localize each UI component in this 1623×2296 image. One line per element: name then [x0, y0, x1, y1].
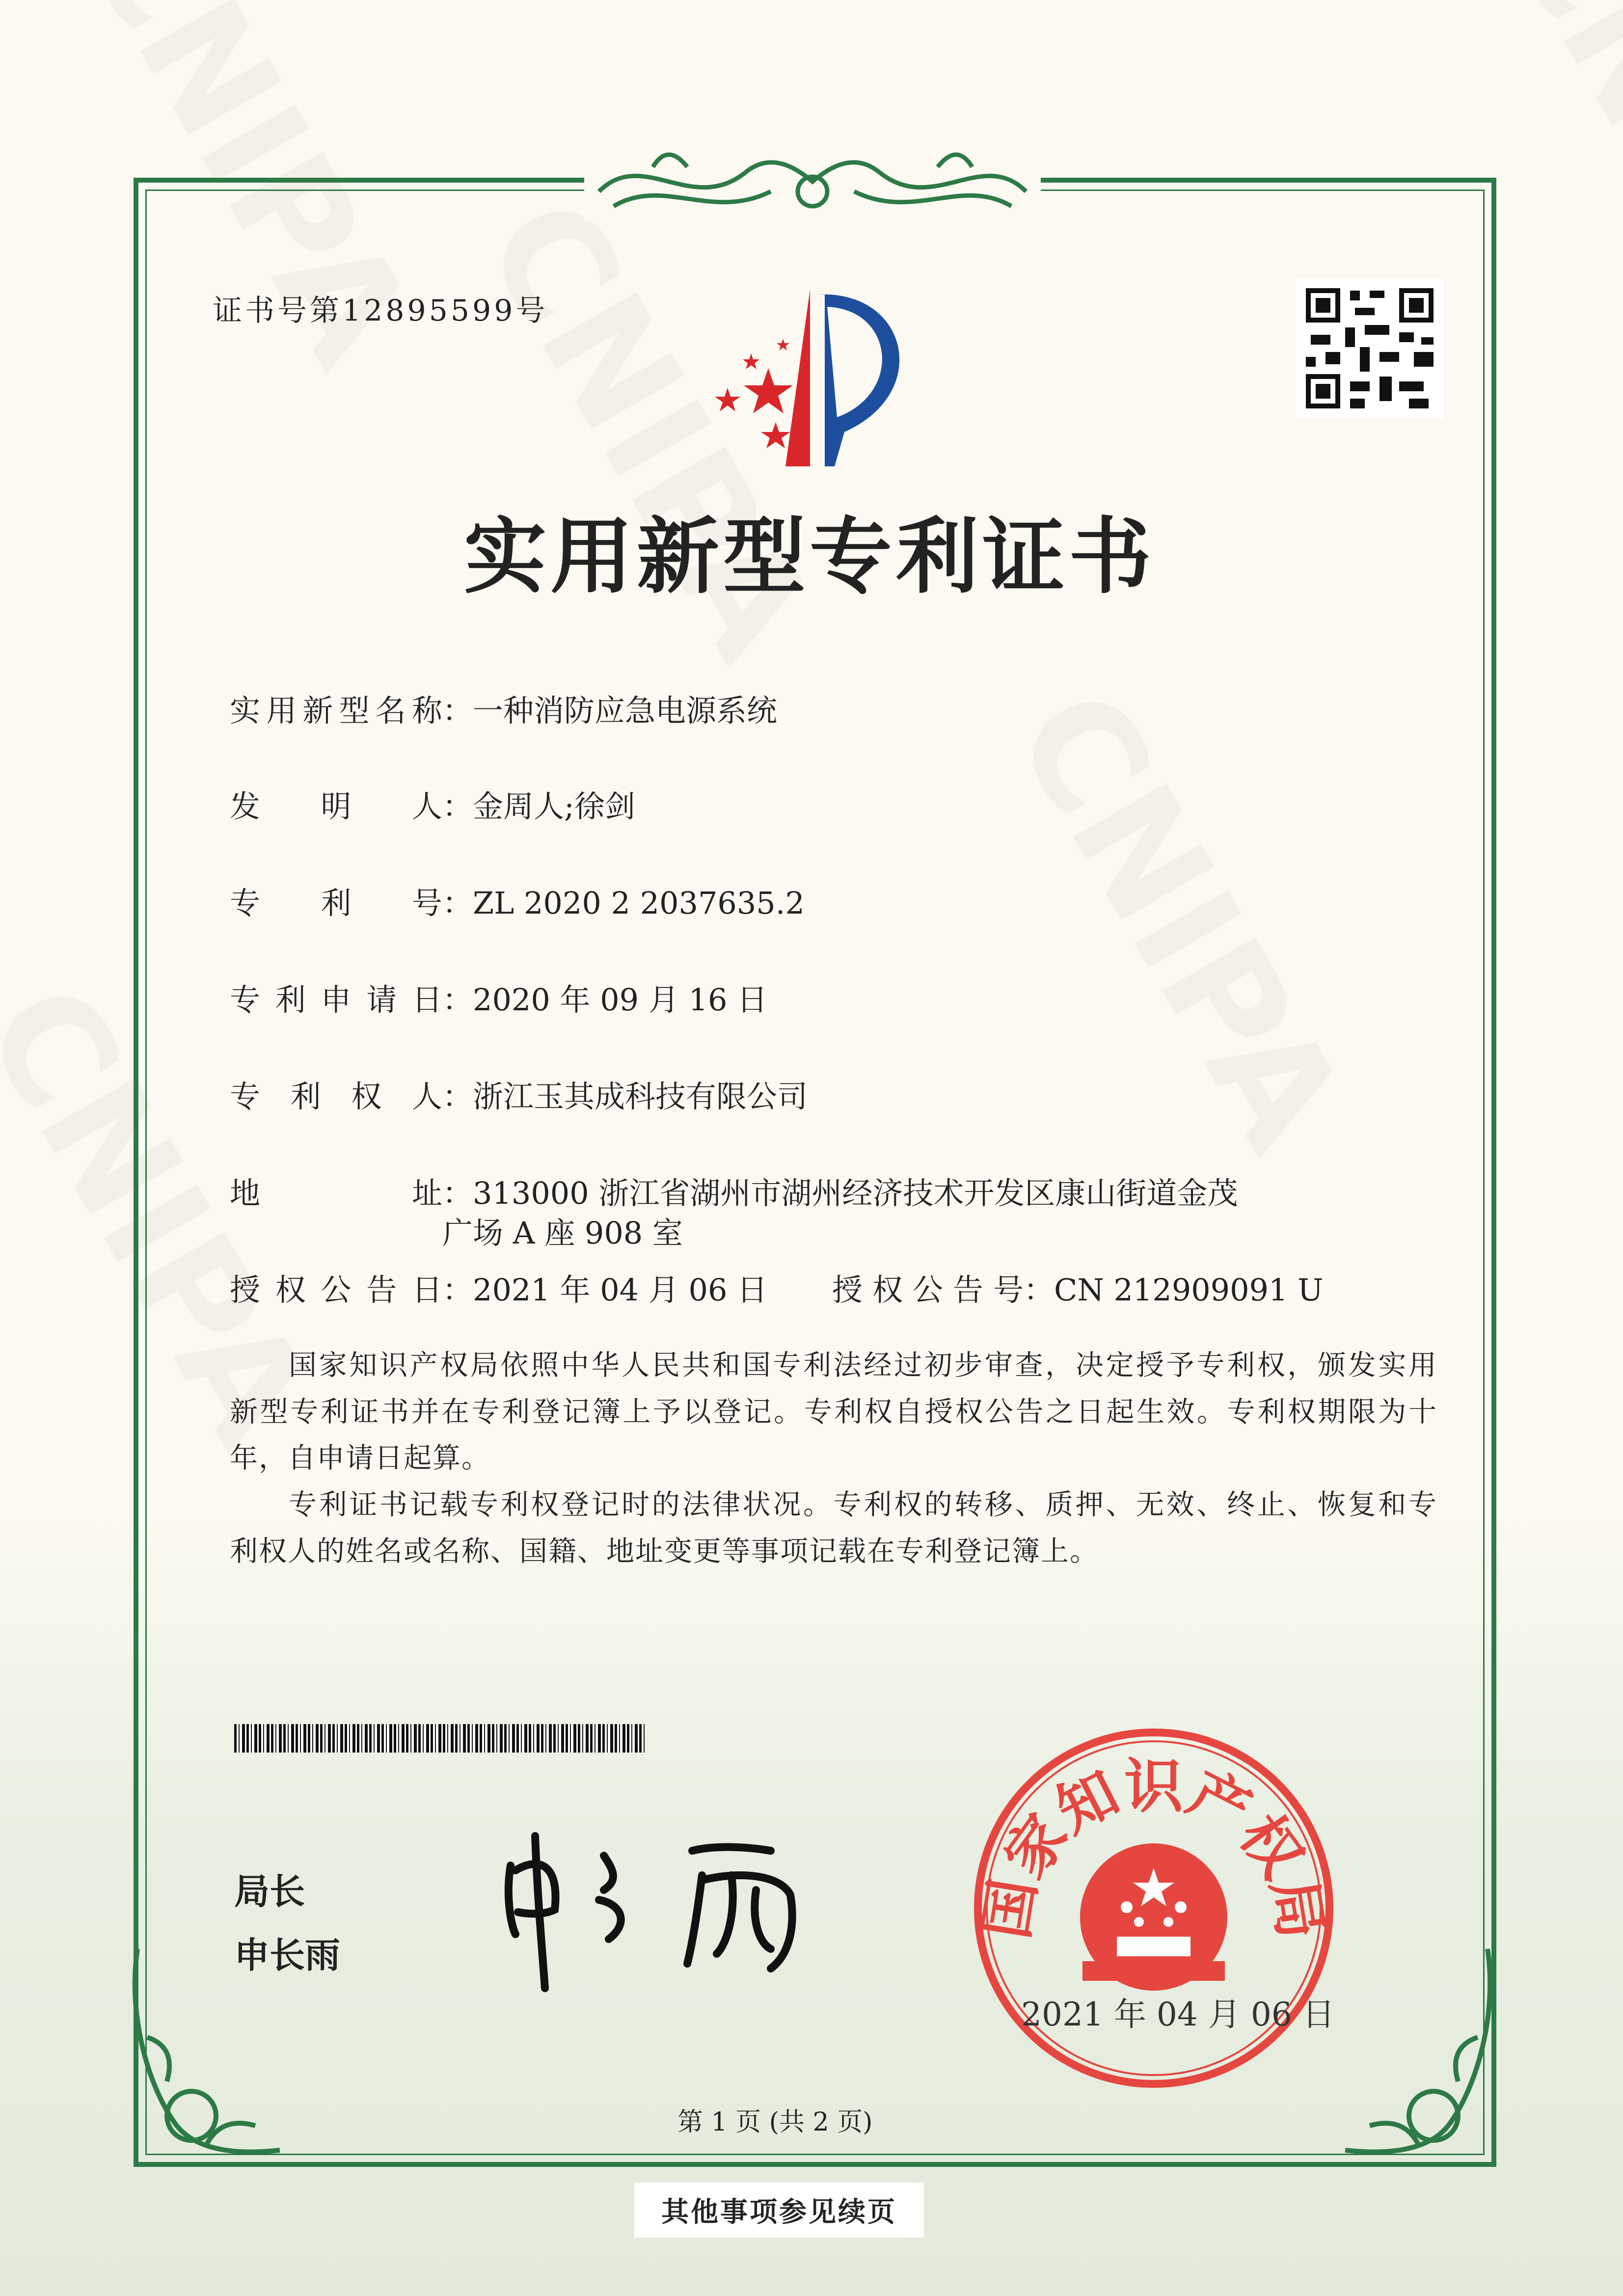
field-label: 专利申请日 — [230, 982, 442, 1018]
field-label: 授权公告日 — [230, 1272, 442, 1308]
page-info: 第 1 页 (共 2 页) — [677, 2107, 873, 2137]
field-value: 2020 年 09 月 16 日 — [473, 982, 768, 1018]
field-value: CN 212909091 U — [1054, 1272, 1324, 1308]
certificate-number: 证书号第12895599号 — [213, 294, 548, 328]
corner-ornament-icon — [1321, 1939, 1507, 2180]
statement-line: 利权人的姓名或名称、国籍、地址变更等事项记载在专利登记簿上。 — [230, 1535, 1099, 1567]
seal-date: 2021 年 04 月 06 日 — [1021, 1996, 1335, 2033]
field-label: 地址 — [230, 1175, 442, 1211]
field-inventors: 发明人：金周人;徐剑 — [230, 782, 635, 826]
field-label: 专利权人 — [230, 1079, 442, 1114]
statement-line: 年，自申请日起算。 — [230, 1442, 490, 1474]
field-address-line2: 广场 A 座 908 室 — [442, 1215, 683, 1251]
cnipa-logo-icon — [697, 285, 938, 471]
certificate-title: 实用新型专利证书 — [464, 508, 1155, 605]
field-address: 地址：313000 浙江省湖州市湖州经济技术开发区康山街道金茂 — [230, 1169, 1238, 1213]
field-label: 授权公告号 — [832, 1272, 1024, 1308]
field-label: 发明人 — [230, 788, 442, 824]
top-ornament-icon — [584, 137, 1041, 221]
seal-text: 国家知识产权局 — [972, 1753, 1335, 1944]
continuation-note: 其他事项参见续页 — [634, 2183, 924, 2238]
field-grant-date: 授权公告日：2021 年 04 月 06 日 — [230, 1266, 767, 1309]
signatory-name: 申长雨 — [234, 1935, 341, 1976]
signature-icon — [496, 1826, 839, 1998]
field-value: ZL 2020 2 2037635.2 — [473, 885, 805, 921]
field-value: 一种消防应急电源系统 — [473, 693, 778, 729]
field-label: 实用新型名称 — [230, 693, 442, 729]
statement-line: 新型专利证书并在专利登记簿上予以登记。专利权自授权公告之日起生效。专利权期限为十 — [230, 1396, 1437, 1428]
signatory-title: 局长 — [234, 1871, 305, 1912]
field-patentee: 专利权人：浙江玉其成科技有限公司 — [230, 1072, 808, 1116]
field-grant-number: 授权公告号：CN 212909091 U — [832, 1266, 1323, 1309]
official-seal-icon — [970, 1726, 1338, 2094]
statement-line: 国家知识产权局依照中华人民共和国专利法经过初步审查，决定授予专利权，颁发实用 — [289, 1349, 1437, 1381]
field-value: 浙江玉其成科技有限公司 — [473, 1079, 808, 1114]
field-utility-model-name: 实用新型名称：一种消防应急电源系统 — [230, 686, 777, 730]
field-value: 2021 年 04 月 06 日 — [473, 1272, 768, 1308]
barcode — [234, 1724, 645, 1753]
field-application-date: 专利申请日：2020 年 09 月 16 日 — [230, 975, 767, 1019]
corner-ornament-icon — [118, 1939, 304, 2180]
field-value: 313000 浙江省湖州市湖州经济技术开发区康山街道金茂 — [473, 1175, 1238, 1211]
statement-line: 专利证书记载专利权登记时的法律状况。专利权的转移、质押、无效、终止、恢复和专 — [289, 1488, 1437, 1521]
field-value: 金周人;徐剑 — [473, 788, 635, 824]
field-label: 专利号 — [230, 885, 442, 921]
field-patent-number: 专利号：ZL 2020 2 2037635.2 — [230, 879, 805, 922]
qr-code-icon — [1296, 278, 1443, 418]
